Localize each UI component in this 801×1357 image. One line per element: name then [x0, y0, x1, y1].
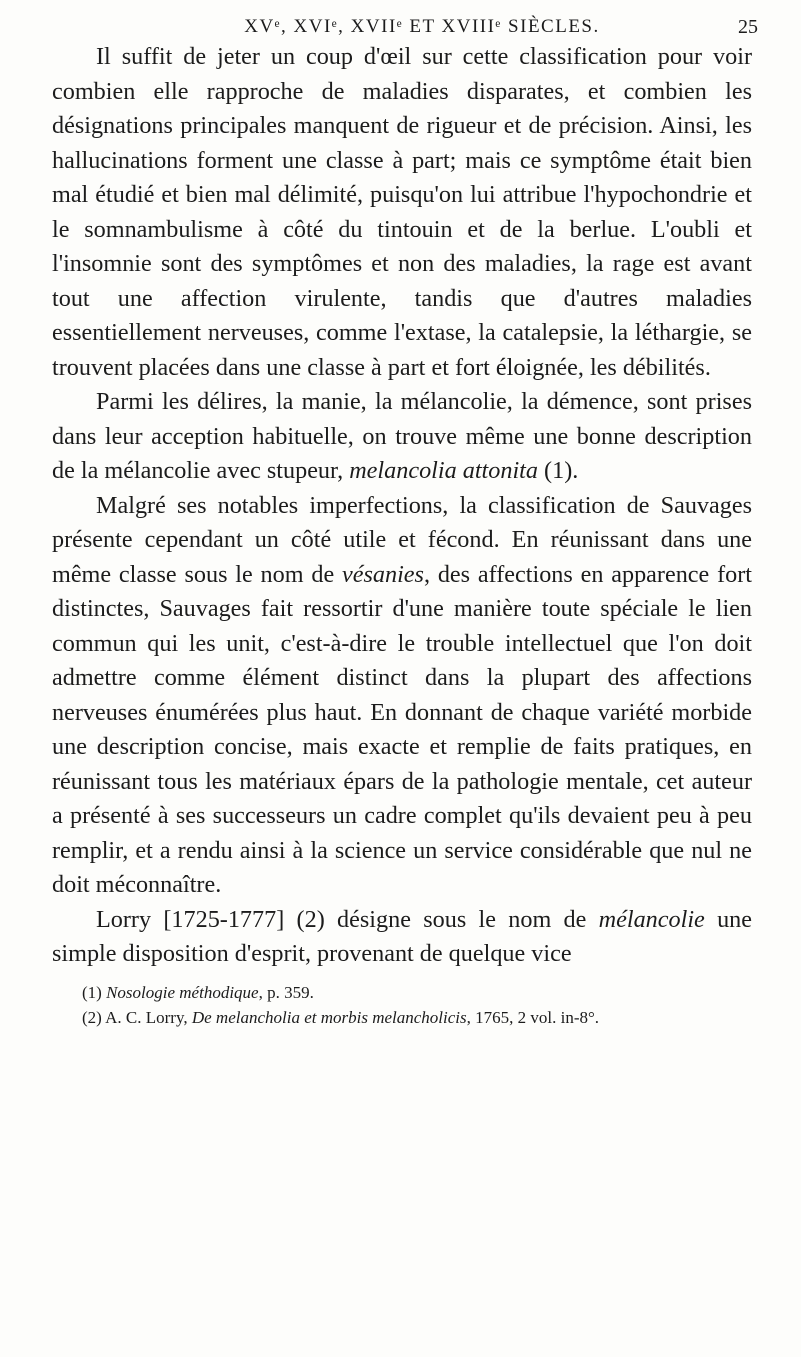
footnotes: [52, 980, 752, 1030]
paragraph-4-end: une simple disposition d'esprit, provenant de quelque vice: [52, 905, 752, 967]
paragraph-2-text: Parmi les délires, la manie, la mélancolie, la démence, sont prises dans leur acception habituelle, on trouve même une bonne description de la mélancolie avec stupeur,: [52, 388, 752, 484]
paragraph-3-text: Malgré ses notables imperfections, la classification de Sauvages présente cependant un côté utile et fécond. En réunissant dans une même classe sous le nom de: [52, 491, 752, 588]
footnote-mark: (2) A. C. Lorry,: [82, 1007, 192, 1027]
paragraph-3-end: , des affections en apparence fort distinctes, Sauvages fait ressortir d'une manière toute spéciale le lien commun qui les unit, c'est-à-dire le trouble intellectuel que l'on doit admettre comme élément distinct dans la plupart des affections nerveuses énumérées plus haut. En donnant de chaque variété morbide une description concise, mais exacte et remplie de faits pratiques, en réunissant tous les matériaux épars de la pathologie mentale, cet auteur a présenté à ses successeurs un cadre complet qu'ils devaient peu à peu remplir, et a rendu ainsi à la science un service considérable que nul ne doit méconnaître.: [52, 560, 752, 898]
footnote-mark: (1): [82, 982, 107, 1002]
footnote-rest: , 1765, 2 vol. in-8°.: [466, 1007, 600, 1027]
page-number: 25: [738, 16, 758, 38]
italic-term: mélancolie: [598, 905, 705, 933]
paragraph-2-end: (1).: [538, 457, 579, 484]
footnote-1: [52, 980, 752, 1005]
header-title: XVᵉ, XVIᵉ, XVIIᵉ ET XVIIIᵉ SIÈCLES.: [244, 16, 600, 37]
paragraph-3: [52, 489, 752, 903]
body-text: [52, 40, 752, 972]
paragraph-1: Il suffit de jeter un coup d'œil sur cette classification pour voir combien elle rapproche de maladies disparates, et combien les désignations principales manquent de rigueur et de précision. Ainsi, les hallucinations forment une classe à part; mais ce symptôme était bien mal étudié et bien mal délimité, puisqu'on lui attribue l'hypochondrie et le somnambulisme à côté du tintouin et de la berlue. L'oubli et l'insomnie sont des symptômes et non des maladies, la rage est avant tout une affection virulente, tandis que d'autres maladies essentiellement nerveuses, comme l'extase, la catalepsie, la léthargie, se trouvent placées dans une classe à part et fort éloignée, les débilités.: [52, 43, 752, 381]
footnote-rest: , p. 359.: [258, 982, 314, 1002]
footnote-2: [52, 1005, 752, 1030]
italic-term: melancolia attonita: [349, 457, 538, 484]
paragraph-4: [52, 903, 752, 972]
running-header: [52, 10, 758, 40]
paragraph-2: [52, 385, 752, 489]
paragraph-4-text: Lorry [1725-1777] (2) désigne sous le nom de: [96, 905, 599, 933]
footnote-title: De melancholia et morbis melancholicis: [191, 1007, 467, 1027]
italic-term: vésanies: [342, 560, 424, 588]
footnote-title: Nosologie méthodique: [106, 982, 259, 1002]
book-page: [52, 10, 758, 1030]
